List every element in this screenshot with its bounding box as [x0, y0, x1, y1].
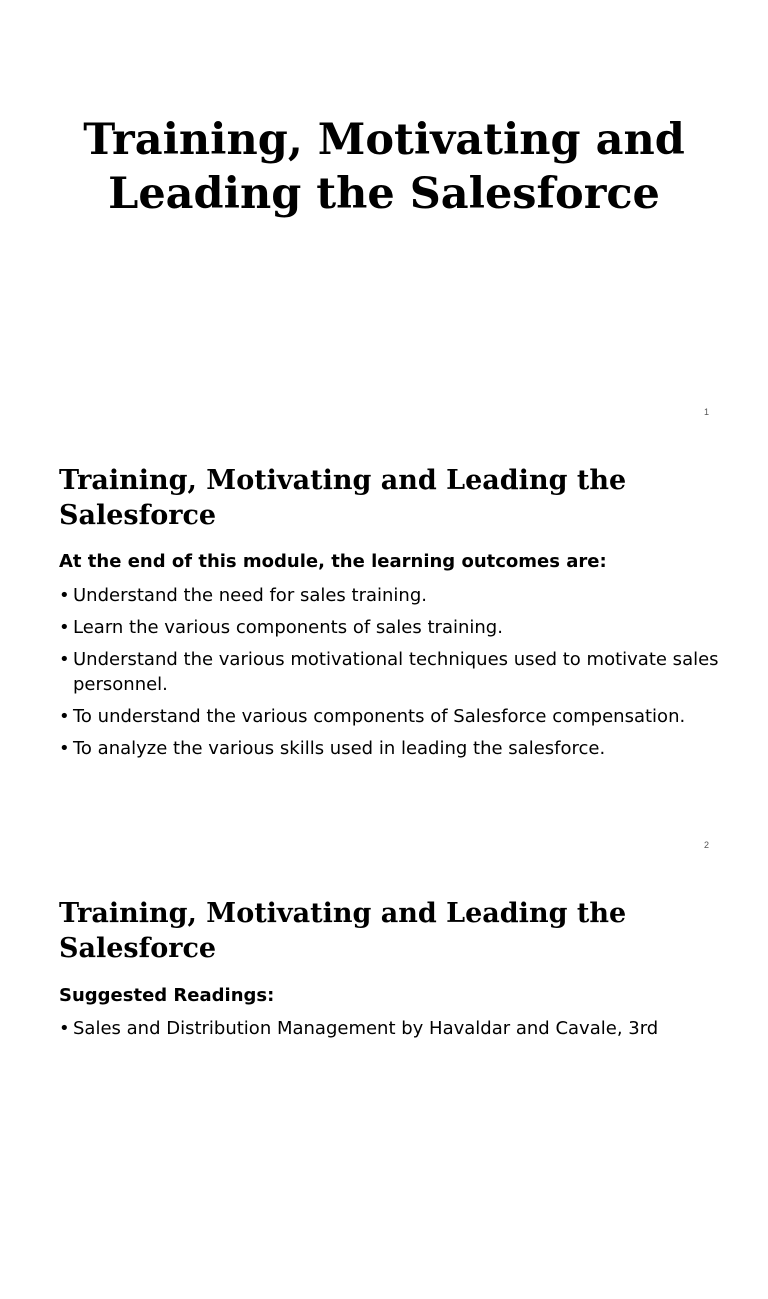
slide-title	[0, 113, 768, 221]
slide-number: 2	[703, 840, 709, 850]
slide-heading-line: Training, Motivating and Leading the	[59, 465, 627, 496]
slide-heading	[59, 463, 626, 533]
list-item: • To analyze the various skills used in leading the salesforce.	[59, 736, 729, 761]
suggested-readings-list	[59, 1016, 729, 1048]
list-item: • Understand the various motivational techniques used to motivate sales personnel.	[59, 647, 729, 697]
slide-title-line: Training, Motivating and	[83, 115, 685, 165]
slide-1	[0, 0, 768, 433]
suggested-readings-lead: Suggested Readings:	[59, 985, 275, 1006]
slide-heading-line: Training, Motivating and Leading the	[59, 898, 627, 929]
slide-heading-line: Salesforce	[59, 933, 217, 964]
list-item: • To understand the various components of Salesforce compensation.	[59, 704, 729, 729]
slide-heading	[59, 896, 626, 966]
list-item: • Sales and Distribution Management by Havaldar and Cavale, 3rd	[59, 1016, 729, 1041]
slide-2	[0, 433, 768, 866]
learning-outcomes-lead: At the end of this module, the learning outcomes are:	[59, 551, 607, 572]
slide-heading-line: Salesforce	[59, 500, 217, 531]
learning-outcomes-list	[59, 583, 729, 768]
list-item: • Learn the various components of sales training.	[59, 615, 729, 640]
slide-title-line: Leading the Salesforce	[108, 169, 660, 219]
slide-3	[0, 866, 768, 1299]
list-item: • Understand the need for sales training.	[59, 583, 729, 608]
slide-number: 1	[703, 407, 709, 417]
